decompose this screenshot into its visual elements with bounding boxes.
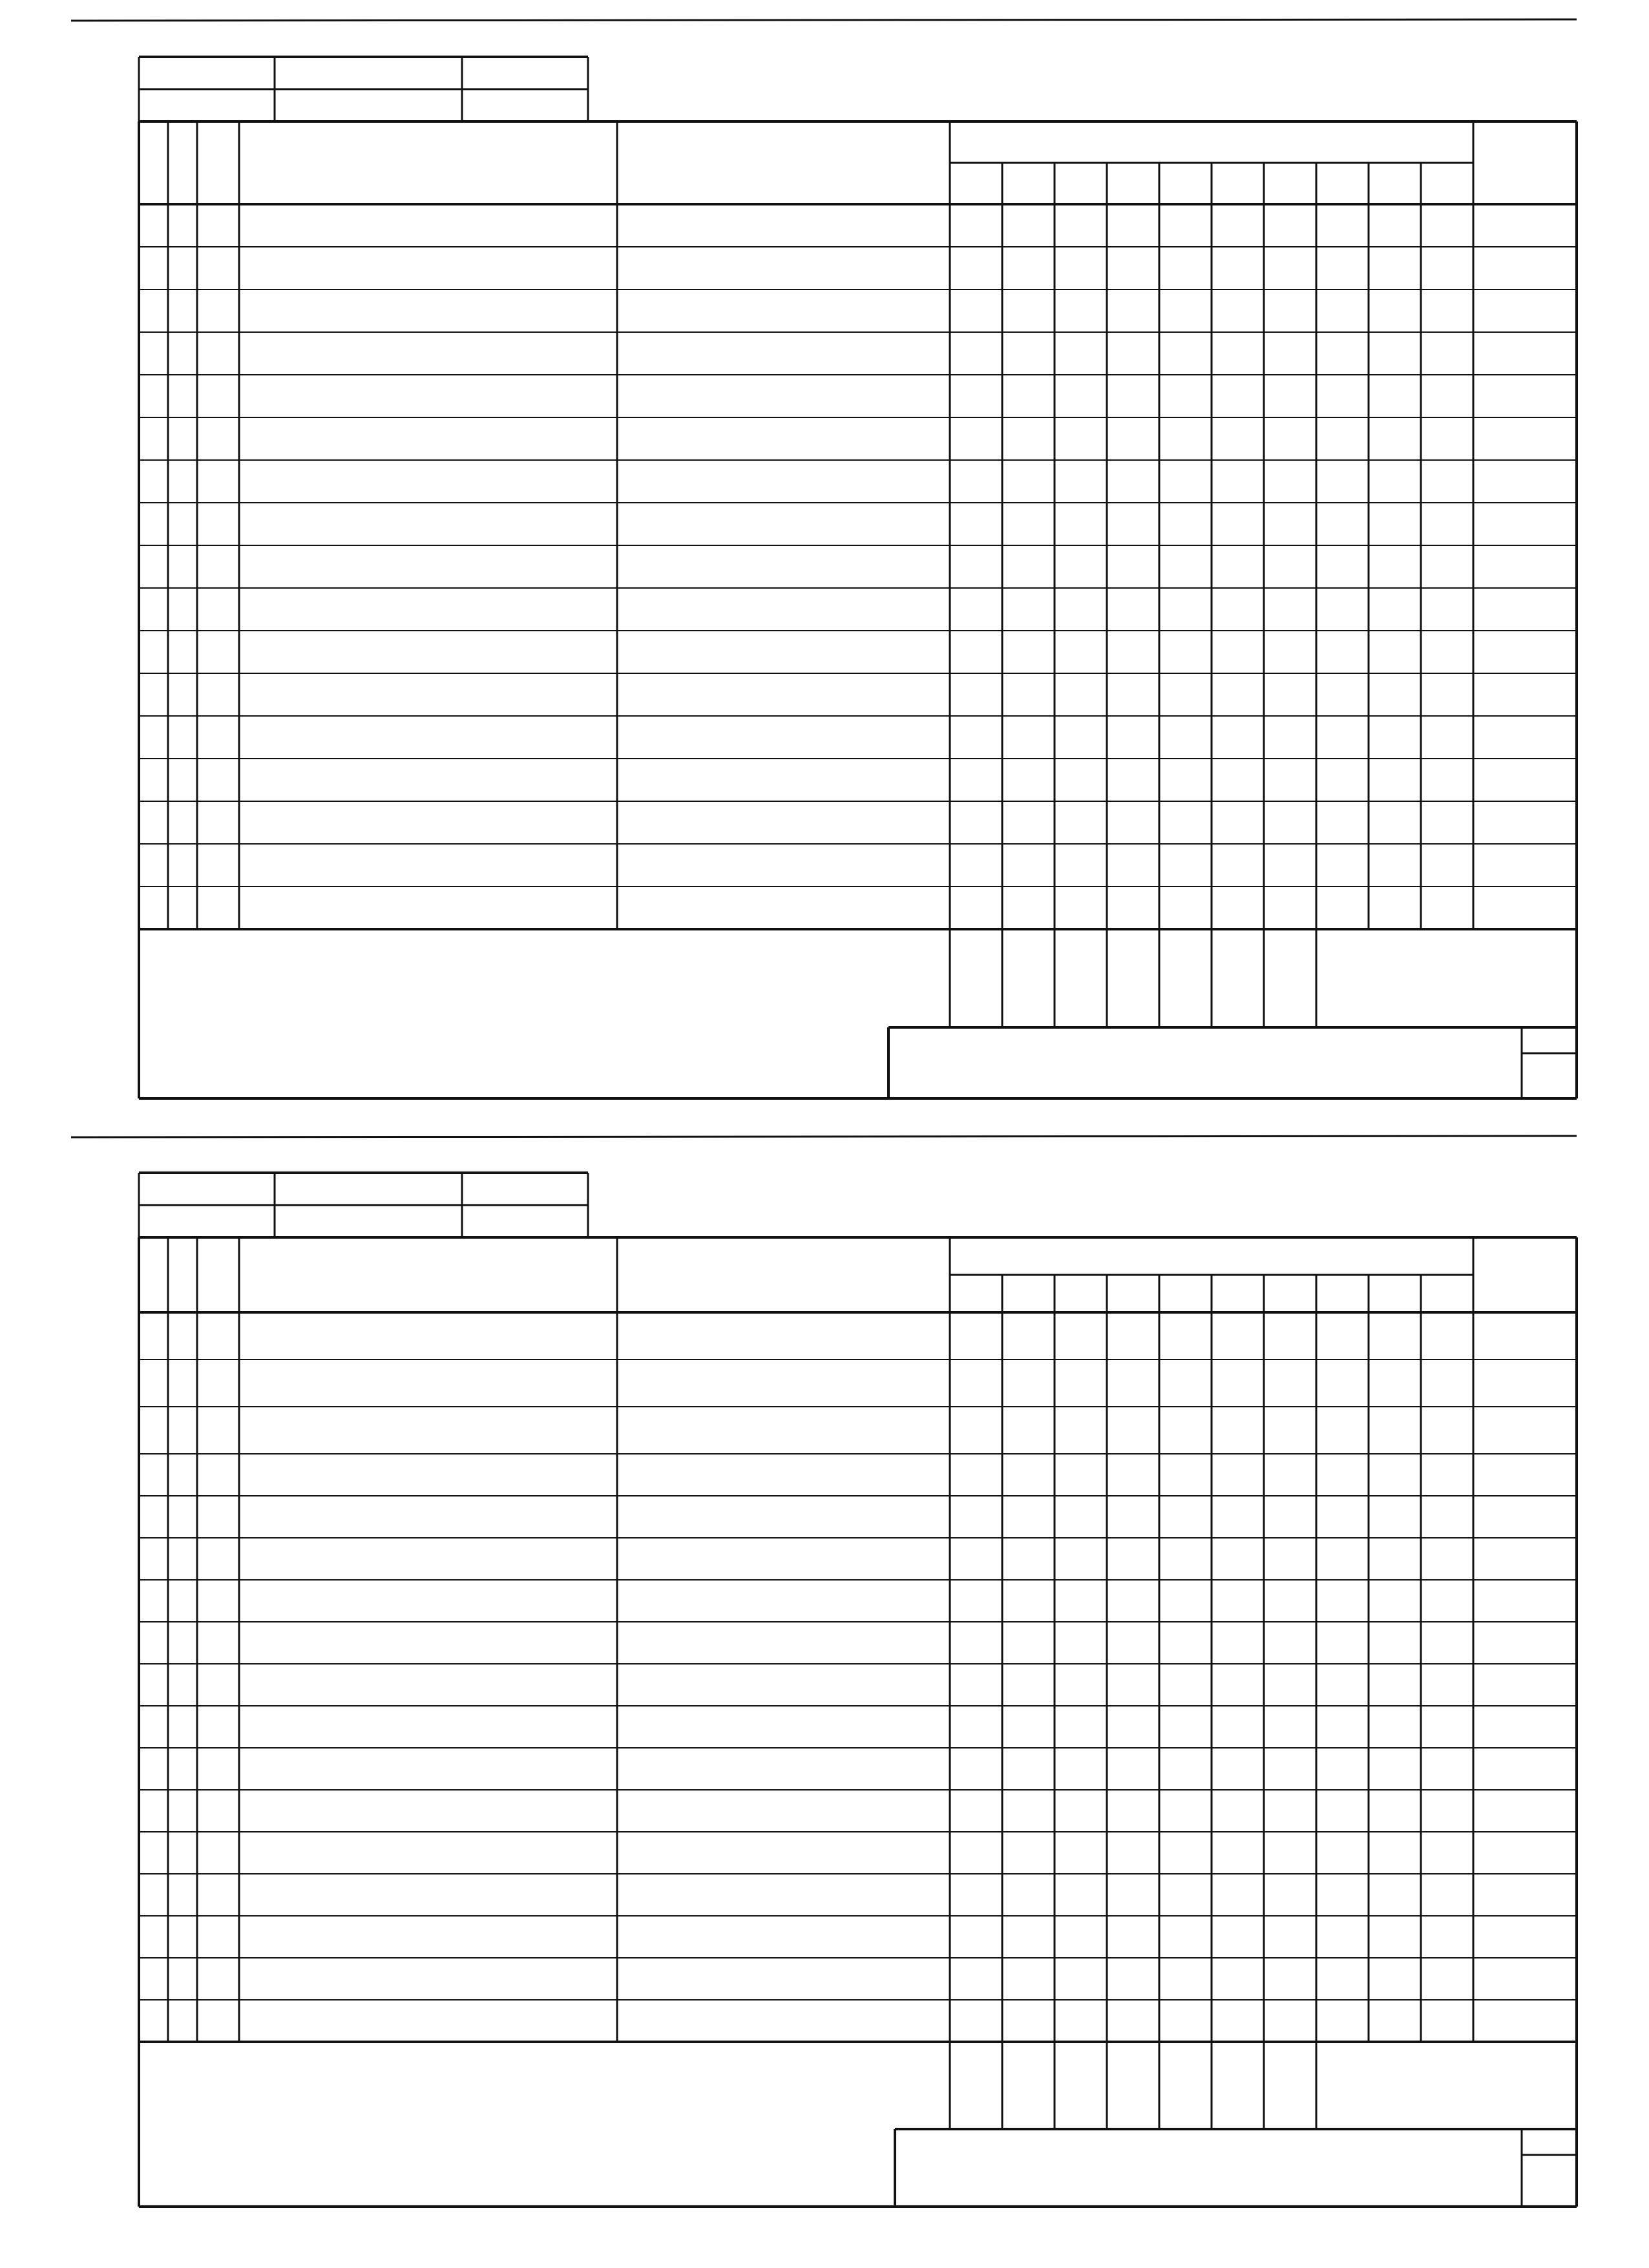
sheet-top-border	[71, 19, 1577, 21]
specification-form	[71, 19, 1577, 1098]
sheet-top-border	[71, 1136, 1577, 1137]
sheet-4-drawing	[0, 1134, 1649, 2268]
specification-form	[71, 1136, 1577, 2207]
specification-sheet-4	[0, 1134, 1649, 2268]
